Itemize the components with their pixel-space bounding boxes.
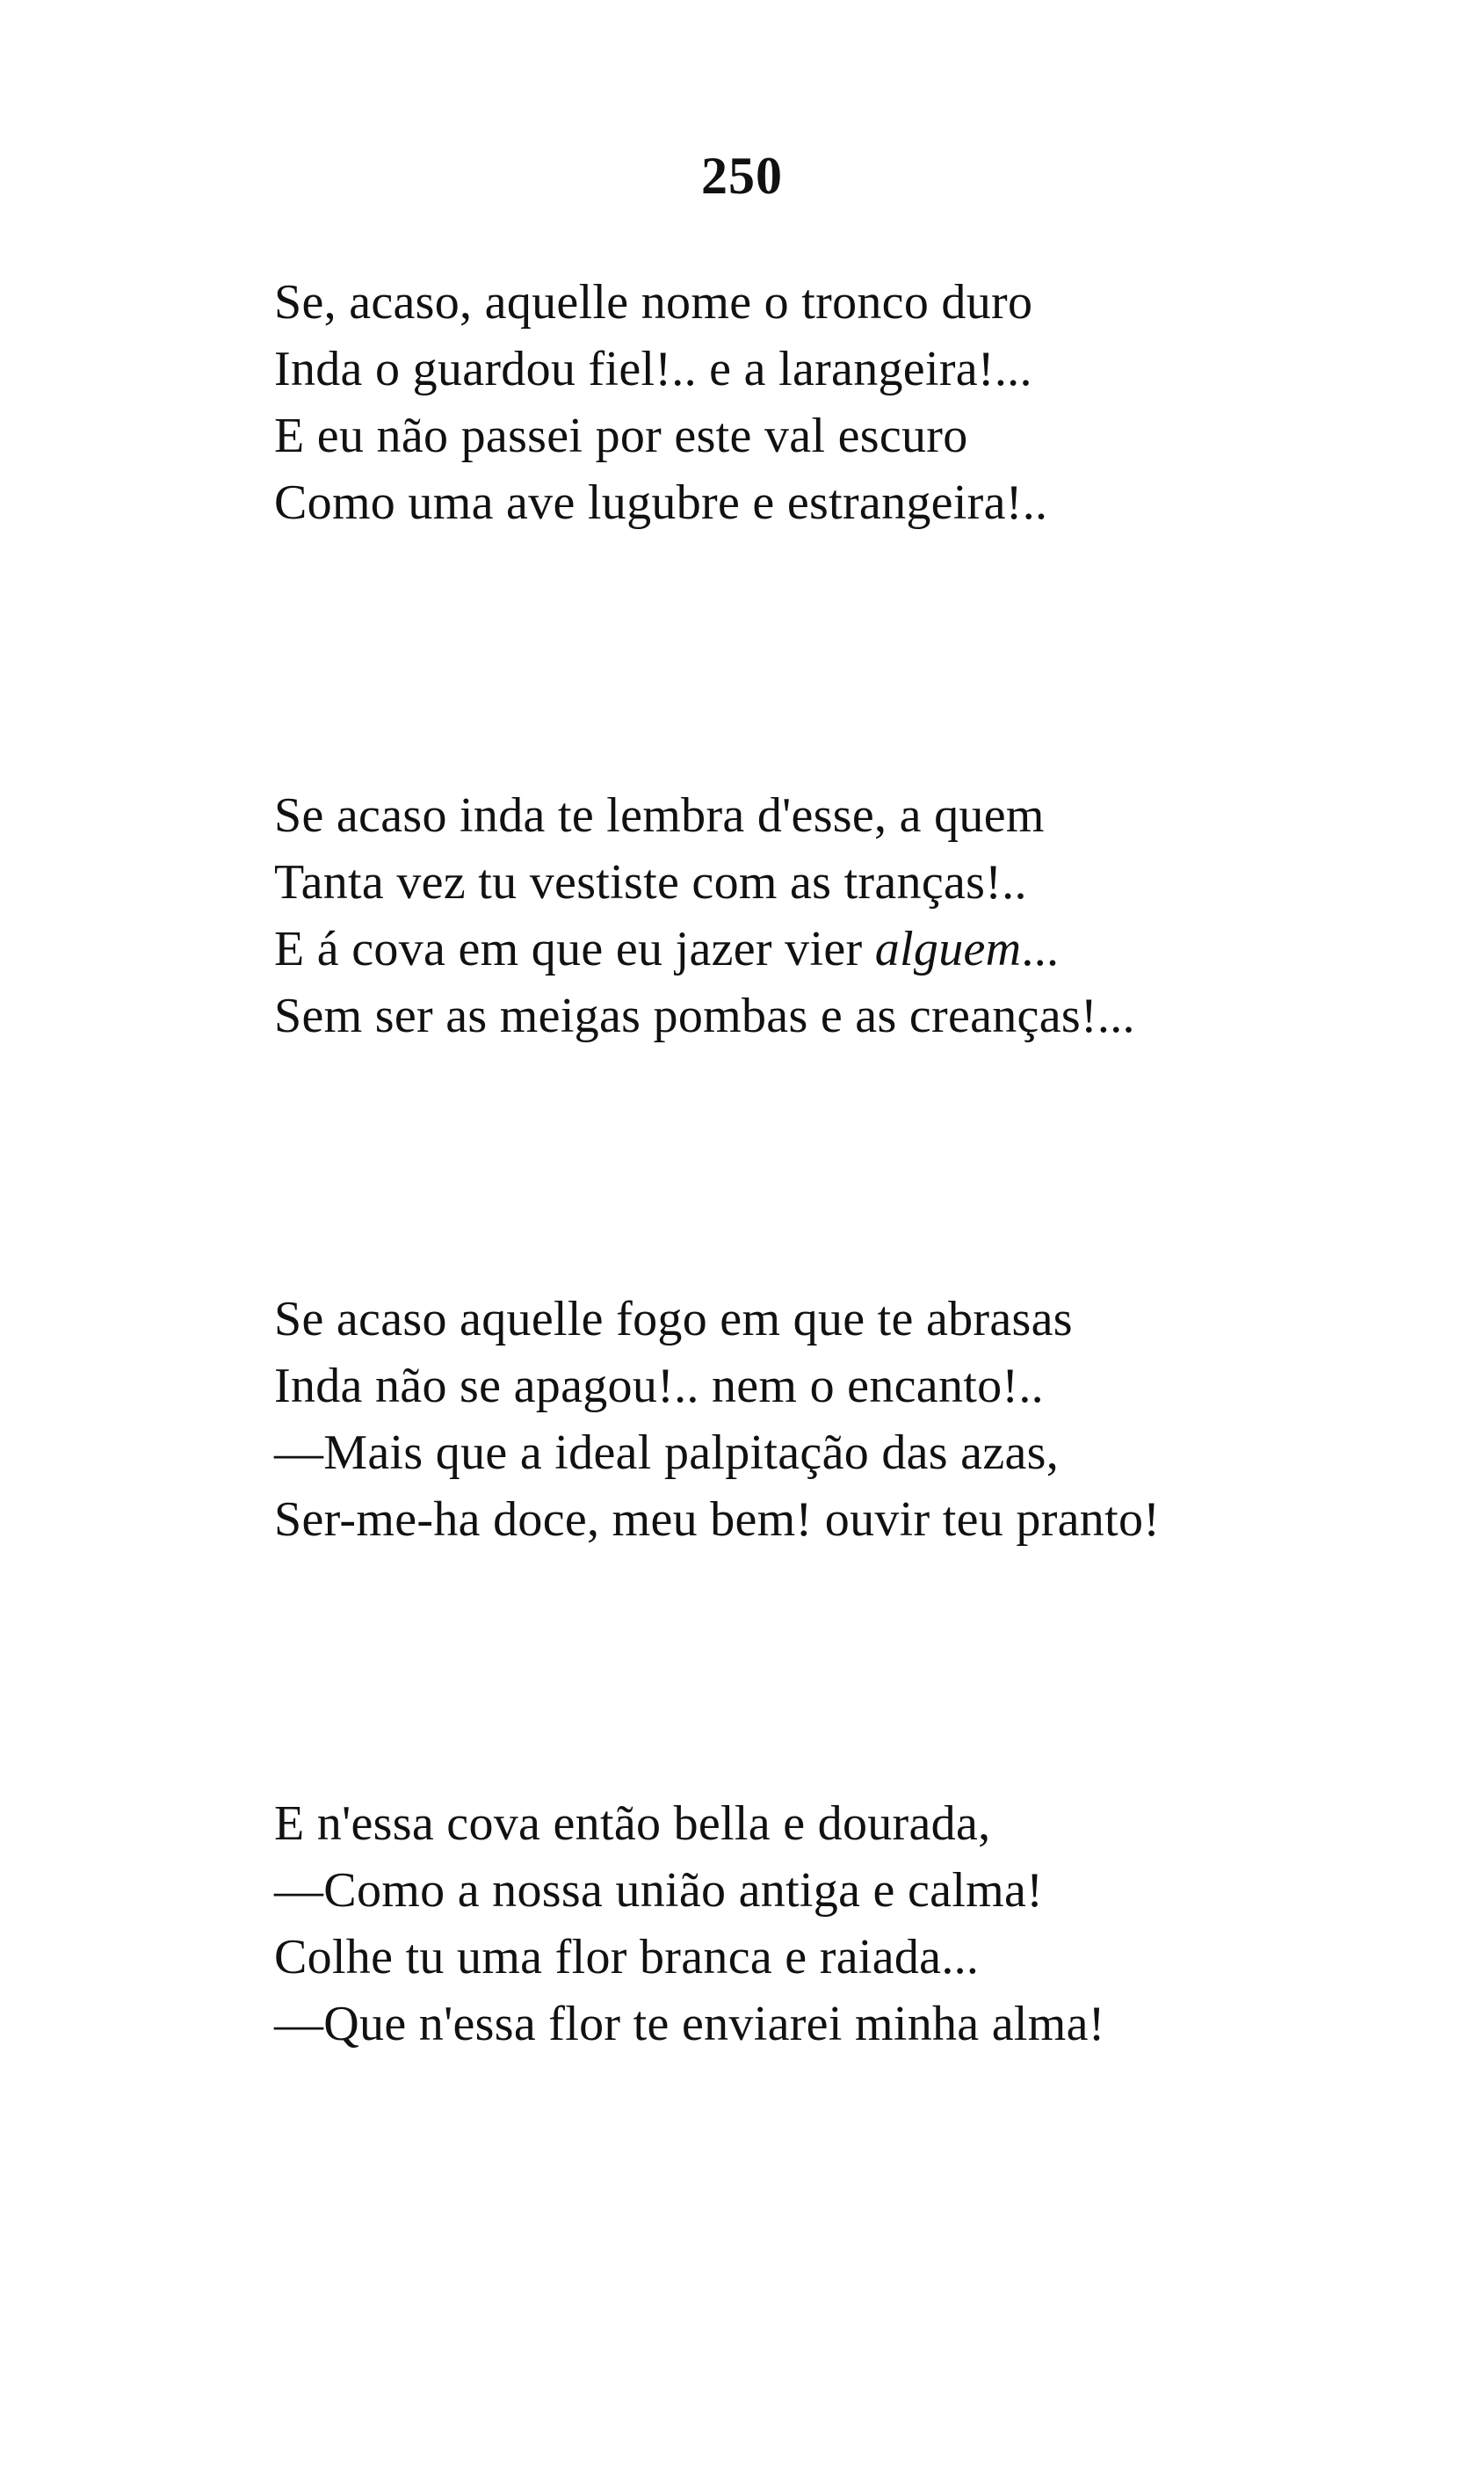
verse-line xyxy=(274,916,1372,983)
stanza-1 xyxy=(274,269,1372,536)
stanza-4 xyxy=(274,1790,1372,2057)
verse-line: Colhe tu uma flor branca e raiada... xyxy=(274,1930,980,1984)
emphasized-word: alguem xyxy=(874,922,1022,976)
verse-line: —Mais que a ideal palpitação das azas, xyxy=(274,1425,1060,1480)
verse-line: Inda o guardou fiel!.. e a larangeira!... xyxy=(274,342,1032,396)
verse-line: E eu não passei por este val escuro xyxy=(274,409,968,463)
verse-line: Ser-me-ha doce, meu bem! ouvir teu pranto! xyxy=(274,1492,1161,1547)
verse-line: Se acaso aquelle fogo em que te abrasas xyxy=(274,1292,1073,1346)
verse-line: Sem ser as meigas pombas e as creanças!... xyxy=(274,989,1135,1043)
verse-line: —Que n'essa flor te enviarei minha alma! xyxy=(274,1997,1105,2051)
stanza-2 xyxy=(274,782,1372,1049)
verse-line: E n'essa cova então bella e dourada, xyxy=(274,1796,991,1851)
verse-line: Se acaso inda te lembra d'esse, a quem xyxy=(274,788,1045,843)
verse-line: Inda não se apagou!.. nem o encanto!.. xyxy=(274,1359,1044,1413)
verse-line: Tanta vez tu vestiste com as tranças!.. xyxy=(274,855,1027,910)
verse-line-ellipsis: ... xyxy=(1021,922,1060,976)
stanza-3 xyxy=(274,1286,1372,1553)
verse-line: Como uma ave lugubre e estrangeira!.. xyxy=(274,475,1048,530)
verse-line: —Como a nossa união antiga e calma! xyxy=(274,1863,1044,1918)
verse-line: Se, acaso, aquelle nome o tronco duro xyxy=(274,275,1033,330)
page-number: 250 xyxy=(701,147,783,205)
verse-line-text: E á cova em que eu jazer vier xyxy=(274,922,875,976)
